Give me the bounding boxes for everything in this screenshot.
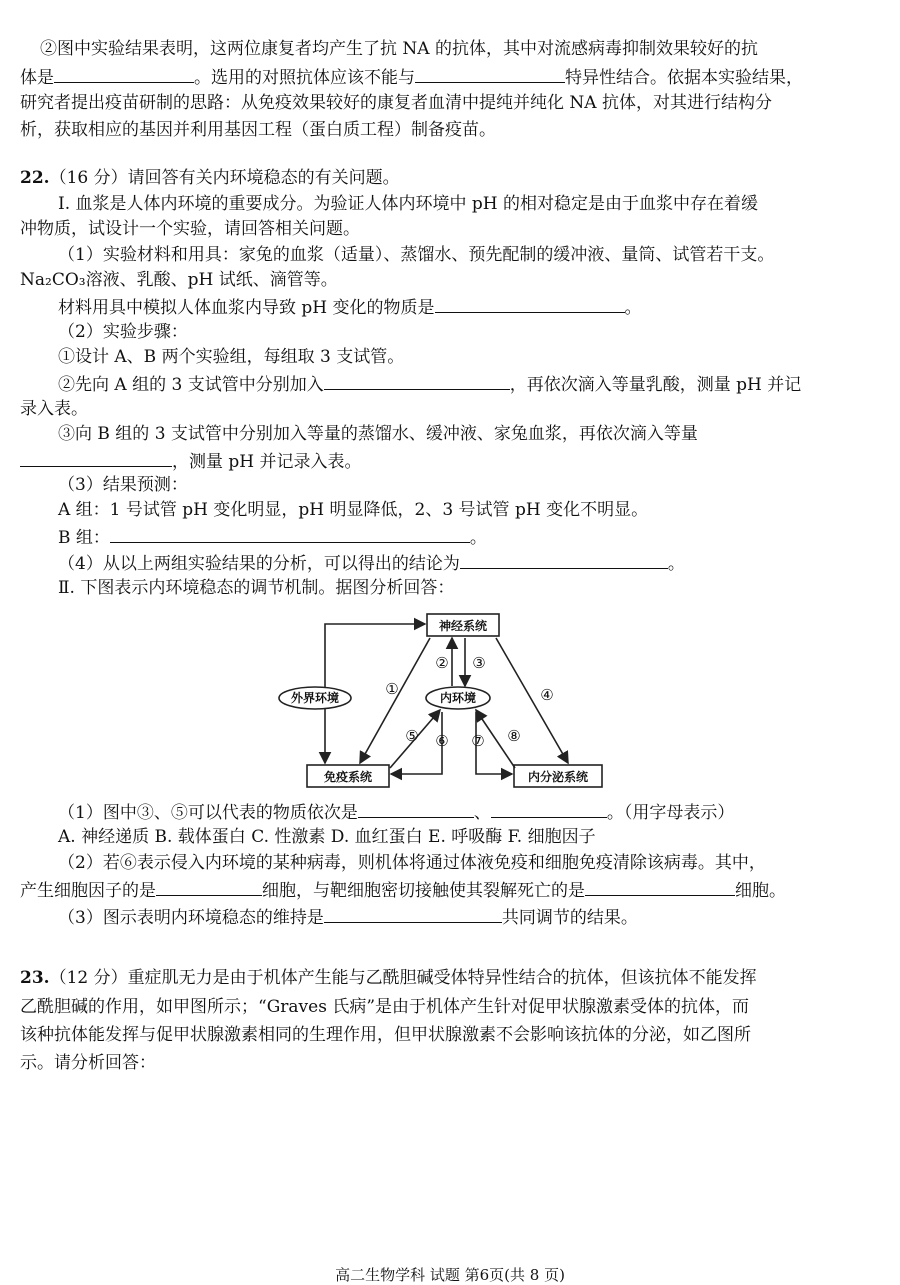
q22-materials-line1: （1）实验材料和用具：家兔的血浆（适量）、蒸馏水、预先配制的缓冲液、量筒、试管若干支。 xyxy=(58,245,775,265)
answer-blank[interactable] xyxy=(110,524,470,543)
arrow-number-4: ④ xyxy=(540,686,554,704)
answer-blank[interactable] xyxy=(324,371,510,390)
q23-line2: 乙酰胆碱的作用，如甲图所示；“Graves 氏病”是由于机体产生针对促甲状腺激素受体的抗体，而 xyxy=(20,997,750,1017)
q22-step3: ③向 B 组的 3 支试管中分别加入等量的蒸馏水、缓冲液、家兔血浆，再依次滴入等量 xyxy=(58,424,698,444)
text: ，再依次滴入等量乳酸，测量 pH 并记 xyxy=(509,375,802,395)
q21-p2-line1: ②图中实验结果表明，这两位康复者均产生了抗 NA 的抗体，其中对流感病毒抑制效果较好的抗 xyxy=(40,39,758,59)
arrow-number-1: ① xyxy=(385,680,399,698)
text: 细胞，与靶细胞密切接触使其裂解死亡的是 xyxy=(262,881,585,901)
arrow-number-8: ⑧ xyxy=(507,727,521,745)
text: 细胞。 xyxy=(735,881,786,901)
answer-blank[interactable] xyxy=(491,799,607,818)
nervous-system-label: 神经系统 xyxy=(438,619,488,633)
q22-step2 xyxy=(58,371,801,397)
arrow-number-5: ⑤ xyxy=(405,727,419,745)
text: 。（用字母表示） xyxy=(606,803,735,823)
q22-step3-cont xyxy=(20,448,362,474)
answer-blank[interactable] xyxy=(358,799,474,818)
q22-d2: （2）若⑥表示侵入内环境的某种病毒，则机体将通过体液免疫和细胞免疫清除该病毒。其中， xyxy=(58,853,766,873)
q22-d2-cont xyxy=(20,877,786,903)
q22-result-a: A 组：1 号试管 pH 变化明显，pH 明显降低，2、3 号试管 pH 变化不明显。 xyxy=(58,500,649,520)
answer-blank[interactable] xyxy=(460,550,668,569)
endocrine-system-label: 内分泌系统 xyxy=(527,770,589,784)
q22-results-title: （3）结果预测： xyxy=(58,475,188,495)
q22-materials-line3 xyxy=(58,294,642,320)
q22-conclusion xyxy=(58,550,685,576)
text: ，测量 pH 并记录入表。 xyxy=(172,452,362,472)
arrow-number-2: ② xyxy=(435,654,449,672)
q23-line3: 该种抗体能发挥与促甲状腺激素相同的生理作用，但甲状腺激素不会影响该抗体的分泌，如乙图所 xyxy=(20,1025,751,1045)
text: 材料用具中模拟人体血浆内导致 pH 变化的物质是 xyxy=(58,298,435,318)
answer-blank[interactable] xyxy=(415,64,565,83)
q22-d3 xyxy=(58,904,638,930)
question-number: 22. xyxy=(20,168,50,188)
answer-blank[interactable] xyxy=(156,877,262,896)
arrow-number-7: ⑦ xyxy=(471,732,485,750)
text: 。选用的对照抗体应该不能与 xyxy=(194,68,415,88)
page-footer: 高二生物学科 试题 第6页(共 8 页) xyxy=(335,1266,565,1284)
arrow-number-3: ③ xyxy=(472,654,486,672)
q22-step2-cont: 录入表。 xyxy=(20,399,88,419)
q23-line1 xyxy=(20,966,757,990)
arrow-number-6: ⑥ xyxy=(435,732,449,750)
q22-section1-line2: 冲物质，试设计一个实验，请回答相关问题。 xyxy=(20,219,360,239)
q22-section1-line1: Ⅰ. 血浆是人体内环境的重要成分。为验证人体内环境中 pH 的相对稳定是由于血浆中存在着缓 xyxy=(58,194,759,214)
inner-environment-label: 内环境 xyxy=(439,691,477,705)
answer-blank[interactable] xyxy=(20,448,172,467)
question-number: 23. xyxy=(20,968,50,988)
q23-line4: 示。请分析回答： xyxy=(20,1053,156,1073)
text: 。 xyxy=(667,554,685,574)
q21-p2-line2 xyxy=(20,64,803,90)
text: 。 xyxy=(469,528,487,548)
text: 特异性结合。依据本实验结果， xyxy=(565,68,803,88)
q22-materials-line2: Na₂CO₃溶液、乳酸、pH 试纸、滴管等。 xyxy=(20,270,338,290)
text: （1）图中③、⑤可以代表的物质依次是 xyxy=(58,803,358,823)
q22-options: A. 神经递质 B. 载体蛋白 C. 性激素 D. 血红蛋白 E. 呼吸酶 F. 细胞因子 xyxy=(58,827,596,847)
text: （4）从以上两组实验结果的分析，可以得出的结论为 xyxy=(58,554,460,574)
immune-system-label: 免疫系统 xyxy=(323,770,373,784)
question-text: （16 分）请回答有关内环境稳态的有关问题。 xyxy=(49,168,400,188)
text: ②先向 A 组的 3 支试管中分别加入 xyxy=(58,375,324,395)
answer-blank[interactable] xyxy=(435,294,625,313)
q21-p2-line4: 析，获取相应的基因并利用基因工程（蛋白质工程）制备疫苗。 xyxy=(20,120,496,140)
text: B 组： xyxy=(58,528,110,548)
text: 体是 xyxy=(20,68,54,88)
q22-step1: ①设计 A、B 两个实验组，每组取 3 支试管。 xyxy=(58,347,405,367)
q22-steps-title: （2）实验步骤： xyxy=(58,322,188,342)
text: （3）图示表明内环境稳态的维持是 xyxy=(58,908,324,928)
q22-d1 xyxy=(58,799,734,825)
outer-environment-label: 外界环境 xyxy=(290,691,340,705)
text: 共同调节的结果。 xyxy=(501,908,638,928)
answer-blank[interactable] xyxy=(324,904,502,923)
answer-blank[interactable] xyxy=(54,64,194,83)
question-text: （12 分）重症肌无力是由于机体产生能与乙酰胆碱受体特异性结合的抗体，但该抗体不能发挥 xyxy=(49,968,757,988)
text: 产生细胞因子的是 xyxy=(20,881,156,901)
text: 、 xyxy=(473,803,491,823)
answer-blank[interactable] xyxy=(585,877,735,896)
q22-section2-title: Ⅱ. 下图表示内环境稳态的调节机制。据图分析回答： xyxy=(58,578,455,598)
q21-p2-line3: 研究者提出疫苗研制的思路：从免疫效果较好的康复者血清中提纯并纯化 NA 抗体，对其进行结构分 xyxy=(20,93,772,113)
text: 。 xyxy=(624,298,642,318)
regulation-diagram xyxy=(270,608,615,788)
q22-header xyxy=(20,166,400,190)
q22-result-b xyxy=(58,524,487,550)
